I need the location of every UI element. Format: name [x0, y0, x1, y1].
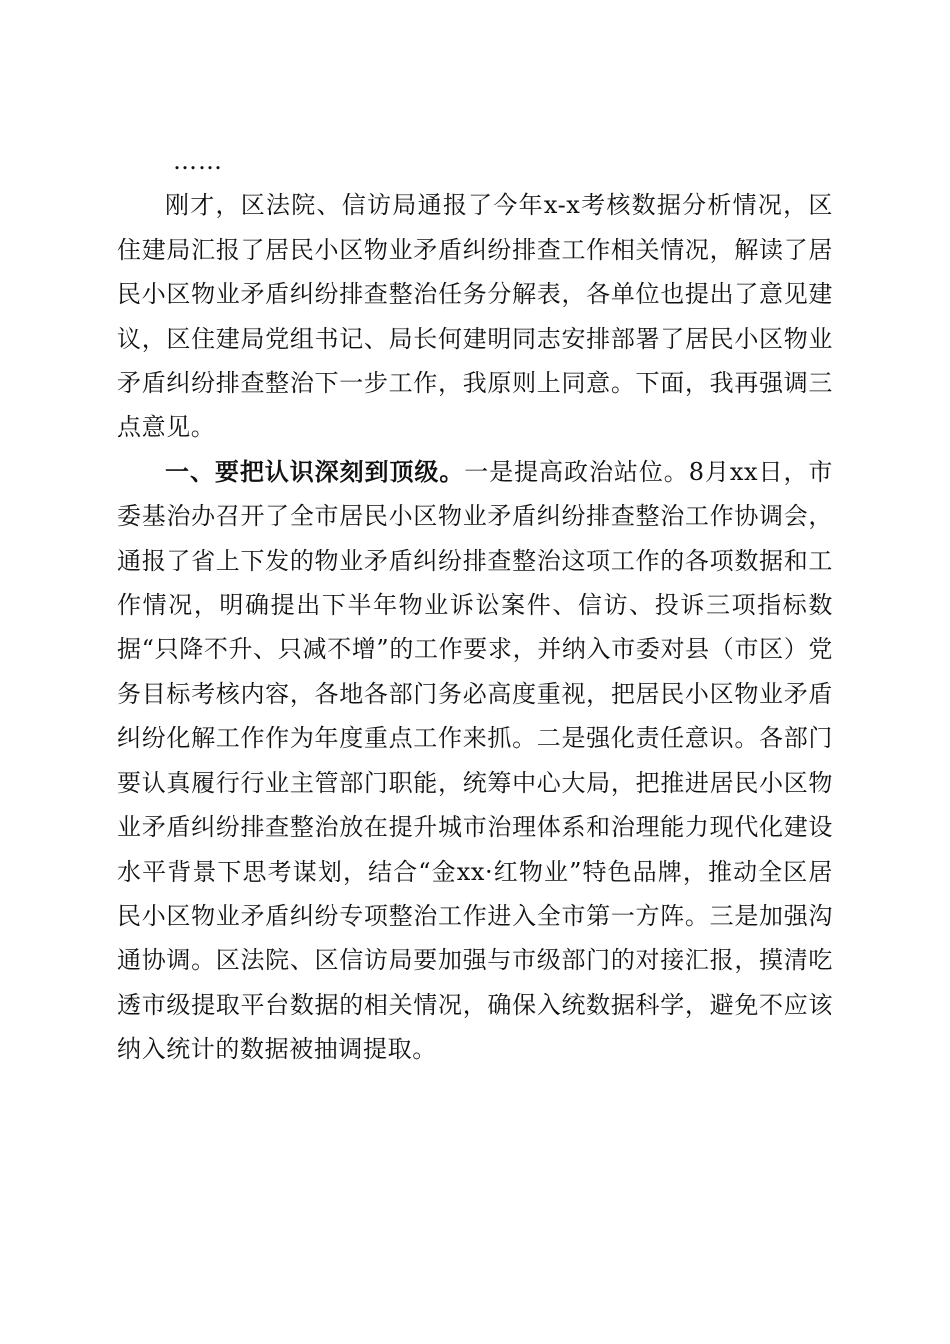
- intro-paragraph: 刚才，区法院、信访局通报了今年x-x考核数据分析情况，区住建局汇报了居民小区物业矛盾纠纷排查工作相关情况，解读了居民小区物业矛盾纠纷排查整治任务分解表，各单位也提出了意见建议，区住建局党组书记、局长何建明同志安排部署了居民小区物业矛盾纠纷排查整治下一步工作，我原则上同意。下面，我再强调三点意见。: [117, 191, 833, 442]
- section-one-paragraph: [117, 450, 833, 1072]
- ellipsis-marker: ……: [173, 147, 223, 175]
- section-one-heading: 一、要把认识深刻到顶级。: [165, 457, 465, 486]
- document-body: [117, 139, 833, 1072]
- section-one-body: 一是提高政治站位。8月xx日，市委基治办召开了全市居民小区物业矛盾纠纷排查整治工作协调会，通报了省上下发的物业矛盾纠纷排查整治这项工作的各项数据和工作情况，明确提出下半年物业诉讼案件、信访、投诉三项指标数据“只降不升、只减不增”的工作要求，并纳入市委对县（市区）党务目标考核内容，各地各部门务必高度重视，把居民小区物业矛盾纠纷化解工作作为年度重点工作来抓。二是强化责任意识。各部门要认真履行行业主管部门职能，统筹中心大局，把推进居民小区物业矛盾纠纷排查整治放在提升城市治理体系和治理能力现代化建设水平背景下思考谋划，结合“金xx·红物业”特色品牌，推动全区居民小区物业矛盾纠纷专项整治工作进入全市第一方阵。三是加强沟通协调。区法院、区信访局要加强与市级部门的对接汇报，摸清吃透市级提取平台数据的相关情况，确保入统数据科学，避免不应该纳入统计的数据被抽调提取。: [117, 457, 833, 1064]
